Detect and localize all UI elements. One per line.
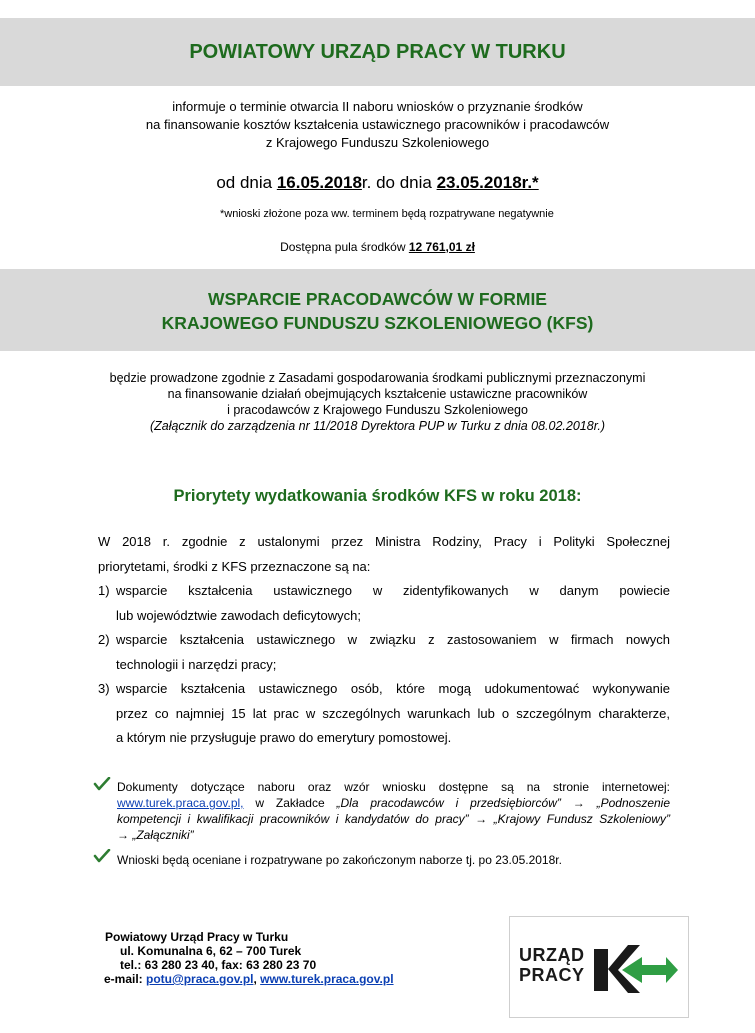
list-item-number: 2): [98, 632, 110, 647]
rules-line-2: na finansowanie działań obejmujących kształcenie ustawiczne pracowników: [167, 387, 588, 401]
funds-pool: [0, 240, 755, 254]
intro-line-2: na finansowanie kosztów kształcenia ustawicznego pracowników i pracodawców: [145, 117, 610, 132]
list-item: [98, 677, 670, 751]
list-item-line: wsparcie kształcenia ustawicznego w związku z zastosowaniem w firmach nowych: [116, 632, 670, 647]
website-link[interactable]: www.turek.praca.gov.pl,: [117, 796, 244, 810]
list-item-line: a którym nie przysługuje prawo do emerytury pomostowej.: [116, 730, 452, 745]
header-band: [0, 18, 755, 86]
intro-line-3: z Krajowego Funduszu Szkoleniowego: [265, 135, 490, 150]
list-item: [98, 579, 670, 628]
footer-email-link[interactable]: potu@praca.gov.pl: [146, 972, 254, 986]
evaluation-bullet: Wnioski będą oceniane i rozpatrywane po zakończonym naborze tj. po 23.05.2018r.: [117, 853, 562, 867]
logo-text-line-2: PRACY: [519, 965, 585, 985]
footer-separator: ,: [253, 972, 261, 986]
section-band: [0, 269, 755, 351]
documents-bullet: [117, 779, 670, 843]
intro-text: [0, 98, 755, 152]
page-title: POWIATOWY URZĄD PRACY W TURKU: [189, 41, 566, 63]
date-mid: r. do dnia: [361, 173, 437, 192]
list-item-line: przez co najmniej 15 lat prac w szczególnych warunkach lub o szczególnym charakterze,: [116, 705, 670, 721]
pool-label: Dostępna pula środków: [280, 240, 409, 254]
priorities-heading: Priorytety wydatkowania środków KFS w roku 2018:: [173, 487, 582, 505]
section-title-line-2: KRAJOWEGO FUNDUSZU SZKOLENIOWEGO (KFS): [161, 313, 594, 333]
footer-contact: [104, 930, 394, 986]
list-item-number: 3): [98, 681, 110, 696]
list-item-line: wsparcie kształcenia ustawicznego osób, które mogą udokumentować wykonywanie: [116, 681, 670, 696]
footer-office-name: Powiatowy Urząd Pracy w Turku: [105, 930, 289, 944]
arrow-logo-icon: [592, 939, 680, 997]
section-title: [0, 287, 755, 335]
urzad-pracy-logo: [509, 916, 689, 1018]
list-item: [98, 628, 670, 677]
list-item-line: wsparcie kształcenia ustawicznego w zidentyfikowanych w danym powiecie: [116, 583, 670, 598]
checkmark-icon: [93, 777, 111, 791]
intro-line-1: informuje o terminie otwarcia II naboru wniosków o przyznanie środków: [172, 99, 583, 114]
list-item-number: 1): [98, 583, 110, 598]
date-range: [0, 173, 755, 193]
logo-text-line-1: URZĄD: [519, 945, 585, 965]
checkmark-icon: [93, 849, 111, 863]
deadline-note: *wnioski złożone poza ww. terminem będą rozpatrywane negatywnie: [220, 208, 554, 220]
end-date: 23.05.2018r.*: [436, 173, 539, 192]
bullet-italic-line: → „Załączniki”: [117, 828, 194, 842]
pool-amount: 12 761,01 zł: [408, 240, 475, 254]
bullet-italic-text: „Dla pracodawców i przedsiębiorców” → „Podnoszenie: [336, 796, 671, 810]
section-title-line-1: WSPARCIE PRACODAWCÓW W FORMIE: [208, 289, 547, 309]
footer-address: ul. Komunalna 6, 62 – 700 Turek: [120, 944, 302, 958]
rules-line-3: i pracodawców z Krajowego Funduszu Szkoleniowego: [227, 403, 528, 417]
rules-line-4: (Załącznik do zarządzenia nr 11/2018 Dyrektora PUP w Turku z dnia 08.02.2018r.): [149, 419, 606, 433]
start-date: 16.05.2018: [276, 173, 362, 192]
bullet-italic-line: kompetencji i kwalifikacji pracowników i kandydatów do pracy” → „Krajowy Fundusz Szkoleniowy”: [117, 812, 670, 826]
date-prefix: od dnia: [216, 173, 277, 192]
bullet-text: w Zakładce: [243, 796, 337, 810]
footer-email-label: e-mail:: [104, 972, 147, 986]
footer-website-link[interactable]: www.turek.praca.gov.pl: [260, 972, 394, 986]
rules-text: [0, 370, 755, 434]
priorities-intro-line-2: priorytetami, środki z KFS przeznaczone są na:: [98, 558, 371, 574]
rules-line-1: będzie prowadzone zgodnie z Zasadami gospodarowania środkami publicznymi przeznaczonymi: [109, 371, 646, 385]
list-item-line: technologii i narzędzi pracy;: [116, 656, 277, 672]
priorities-intro-line-1: W 2018 r. zgodnie z ustalonymi przez Ministra Rodziny, Pracy i Polityki Społecznej: [98, 534, 670, 549]
bullet-line: Dokumenty dotyczące naboru oraz wzór wniosku dostępne są na stronie internetowej:: [117, 780, 670, 794]
footer-phone: tel.: 63 280 23 40, fax: 63 280 23 70: [120, 958, 317, 972]
priorities-body: [98, 530, 670, 751]
list-item-line: lub województwie zawodach deficytowych;: [116, 607, 361, 623]
